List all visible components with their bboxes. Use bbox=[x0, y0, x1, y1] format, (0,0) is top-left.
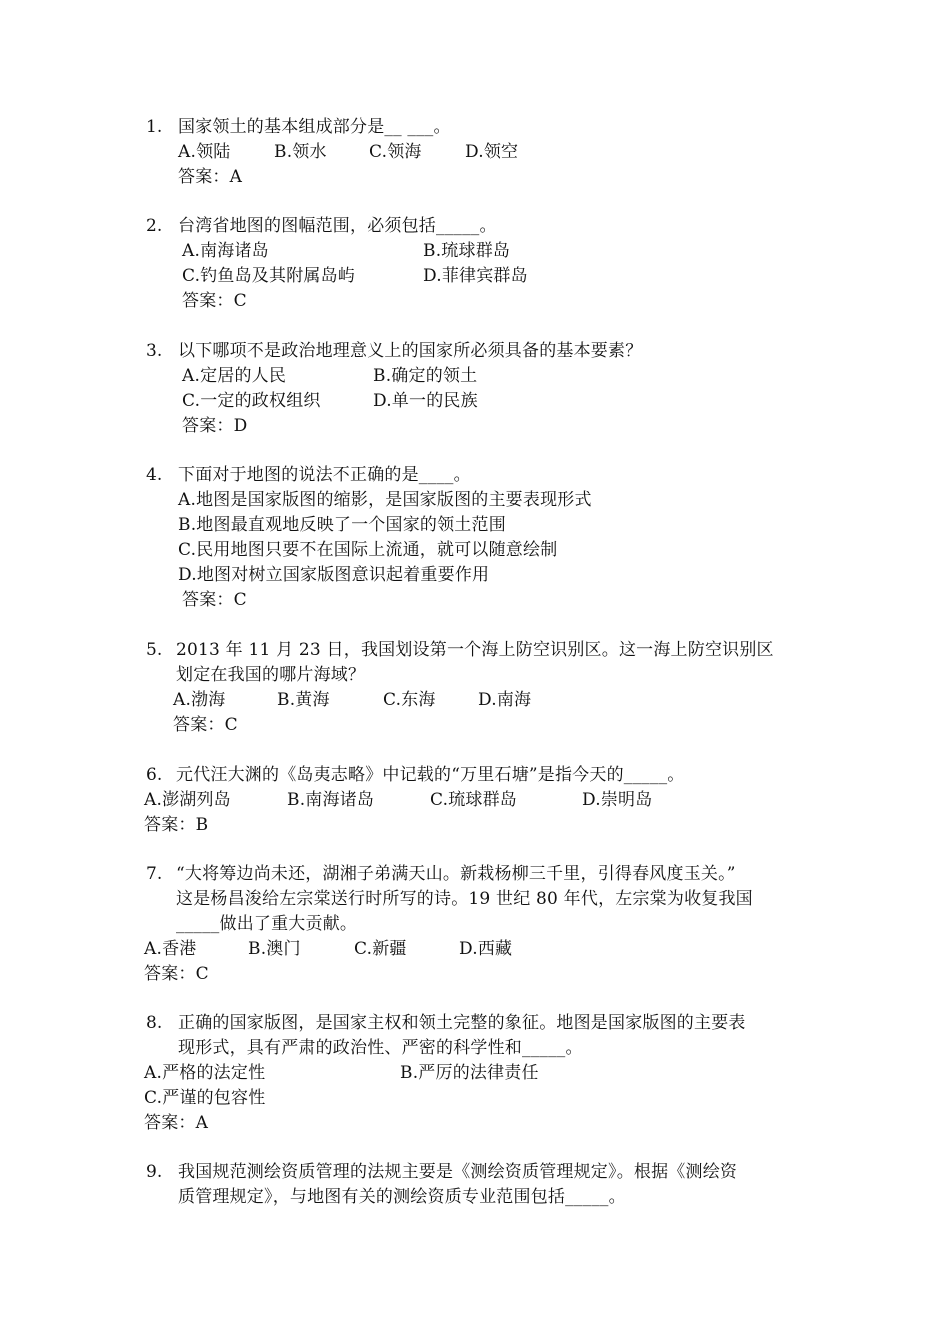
option: D.地图对树立国家版图意识起着重要作用 bbox=[178, 565, 490, 585]
question-number: 9. bbox=[146, 1162, 163, 1182]
question-number: 2. bbox=[146, 216, 163, 236]
option: A.领陆 bbox=[178, 142, 231, 162]
option: C.领海 bbox=[369, 142, 422, 162]
question-text: 国家领土的基本组成部分是__ ___。 bbox=[178, 117, 451, 137]
answer: 答案：C bbox=[173, 715, 238, 735]
option: A.严格的法定性 bbox=[144, 1063, 266, 1083]
option: B.领水 bbox=[274, 142, 327, 162]
question-text-line: “大将筹边尚未还，湖湘子弟满天山。新栽杨柳三千里，引得春风度玉关。” bbox=[176, 864, 736, 884]
option: C.琉球群岛 bbox=[430, 790, 518, 810]
option: B.黄海 bbox=[277, 690, 330, 710]
question-number: 8. bbox=[146, 1013, 163, 1033]
option: D.单一的民族 bbox=[373, 391, 478, 411]
question-number: 4. bbox=[146, 465, 163, 485]
option: C.钓鱼岛及其附属岛屿 bbox=[182, 266, 356, 286]
option: B.地图最直观地反映了一个国家的领土范围 bbox=[178, 515, 506, 535]
option: C.新疆 bbox=[354, 939, 407, 959]
option: B.南海诸岛 bbox=[287, 790, 375, 810]
option: B.严厉的法律责任 bbox=[400, 1063, 539, 1083]
option: B.确定的领土 bbox=[373, 366, 478, 386]
question-text-line: 划定在我国的哪片海域？ bbox=[176, 665, 366, 685]
question-number: 6. bbox=[146, 765, 163, 785]
option: C.严谨的包容性 bbox=[144, 1088, 266, 1108]
question-text-line: 正确的国家版图，是国家主权和领土完整的象征。地图是国家版图的主要表 bbox=[178, 1013, 746, 1033]
question-number: 5. bbox=[146, 640, 163, 660]
option: D.领空 bbox=[465, 142, 519, 162]
question-number: 7. bbox=[146, 864, 163, 884]
question-text-line: 质管理规定》，与地图有关的测绘资质专业范围包括_____。 bbox=[178, 1187, 626, 1207]
option: A.澎湖列岛 bbox=[144, 790, 231, 810]
option: A.香港 bbox=[144, 939, 197, 959]
option: C.一定的政权组织 bbox=[182, 391, 321, 411]
question-number: 1. bbox=[146, 117, 163, 137]
option: A.南海诸岛 bbox=[182, 241, 269, 261]
answer: 答案：C bbox=[144, 964, 209, 984]
option: D.崇明岛 bbox=[582, 790, 653, 810]
option: A.地图是国家版图的缩影，是国家版图的主要表现形式 bbox=[178, 490, 592, 510]
answer: 答案：C bbox=[182, 291, 247, 311]
question-text: 以下哪项不是政治地理意义上的国家所必须具备的基本要素？ bbox=[178, 341, 643, 361]
option: C.东海 bbox=[383, 690, 436, 710]
option: D.南海 bbox=[478, 690, 532, 710]
answer: 答案：C bbox=[182, 590, 247, 610]
question-text: 台湾省地图的图幅范围，必须包括_____。 bbox=[178, 216, 497, 236]
question-text-line: 我国规范测绘资质管理的法规主要是《测绘资质管理规定》。根据《测绘资 bbox=[178, 1162, 738, 1182]
answer: 答案：B bbox=[144, 815, 209, 835]
question-text-line: 现形式，具有严肃的政治性、严密的科学性和_____。 bbox=[178, 1038, 583, 1058]
option: C.民用地图只要不在国际上流通，就可以随意绘制 bbox=[178, 540, 558, 560]
option: B.澳门 bbox=[248, 939, 301, 959]
question-text-line: 2013 年 11 月 23 日，我国划设第一个海上防空识别区。这一海上防空识别区 bbox=[176, 640, 774, 660]
question-text: 元代汪大渊的《岛夷志略》中记载的“万里石塘”是指今天的_____。 bbox=[176, 765, 685, 785]
option: B.琉球群岛 bbox=[423, 241, 511, 261]
question-text-line: 这是杨昌浚给左宗棠送行时所写的诗。19 世纪 80 年代，左宗棠为收复我国 bbox=[176, 889, 753, 909]
answer: 答案：A bbox=[144, 1113, 209, 1133]
question-number: 3. bbox=[146, 341, 163, 361]
option: D.西藏 bbox=[459, 939, 513, 959]
question-text-line: _____做出了重大贡献。 bbox=[176, 914, 358, 934]
option: D.菲律宾群岛 bbox=[423, 266, 528, 286]
answer: 答案：A bbox=[178, 167, 243, 187]
question-text: 下面对于地图的说法不正确的是____。 bbox=[178, 465, 471, 485]
option: A.渤海 bbox=[173, 690, 226, 710]
option: A.定居的人民 bbox=[182, 366, 287, 386]
answer: 答案：D bbox=[182, 416, 248, 436]
